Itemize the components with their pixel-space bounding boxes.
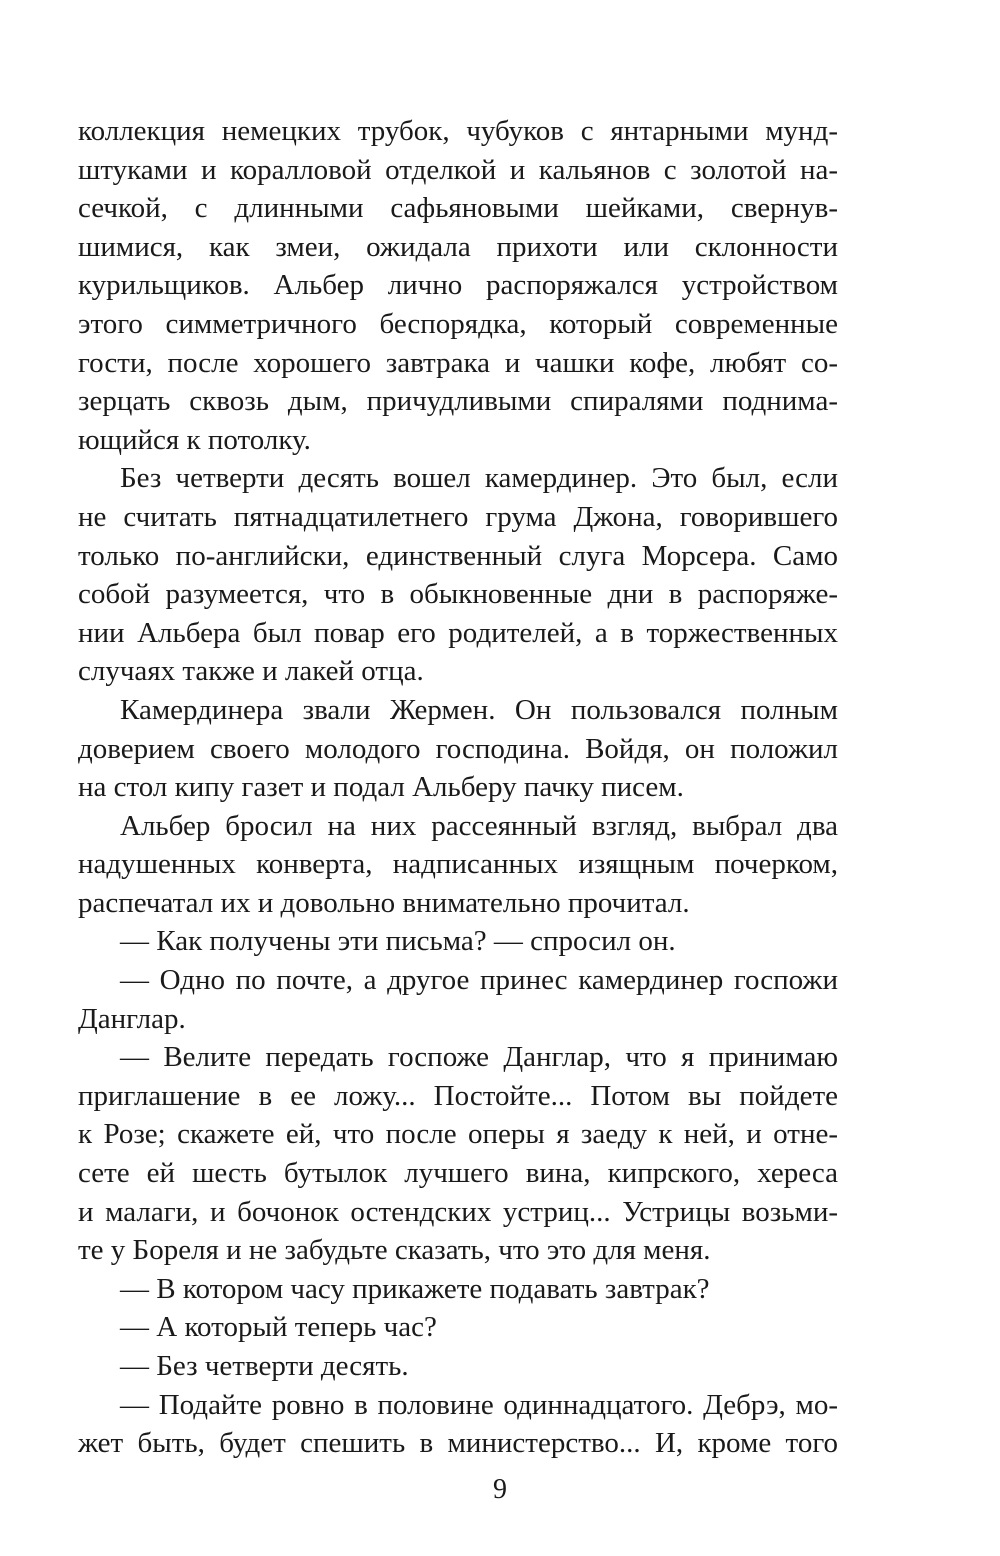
text-line: не считать пятнадцатилетнего грума Джона, говорившего <box>78 500 838 533</box>
text-line: — Одно по почте, а другое принес камердинер госпожи <box>120 964 838 997</box>
text-line: — А который теперь час? <box>120 1311 437 1344</box>
text-line: — Без четверти десять. <box>120 1350 409 1382</box>
text-line: зерцать сквозь дым, причудливыми спиралями поднима- <box>78 385 838 418</box>
text-line: курильщиков. Альбер лично распоряжался устройством <box>78 269 838 302</box>
text-line: случаях также и лакей отца. <box>78 655 424 688</box>
text-line: сете ей шесть бутылок лучшего вина, кипрского, хереса <box>78 1157 838 1190</box>
paragraph <box>78 1347 838 1386</box>
text-line: сечкой, с длинными сафьяновыми шейками, свернув- <box>78 192 838 225</box>
text-line: распечатал их и довольно внимательно прочитал. <box>78 886 690 919</box>
paragraph <box>78 1386 838 1463</box>
paragraph <box>78 807 838 923</box>
text-line: коллекция немецких трубок, чубуков с янтарными мунд- <box>78 115 838 147</box>
text-line: доверием своего молодого господина. Войдя, он положил <box>78 732 838 765</box>
text-line: на стол кипу газет и подал Альберу пачку писем. <box>78 771 684 804</box>
text-line: ющийся к потолку. <box>78 423 311 456</box>
paragraph <box>78 112 838 459</box>
paragraph <box>78 1038 838 1270</box>
paragraph <box>78 1308 838 1347</box>
text-line: — В котором часу прикажете подавать завтрак? <box>120 1272 710 1305</box>
paragraph <box>78 459 838 691</box>
text-line: — Велите передать госпоже Данглар, что я принимаю <box>120 1041 838 1074</box>
text-line: надушенных конверта, надписанных изящным почерком, <box>78 848 838 881</box>
text-line: жет быть, будет спешить в министерство... И, кроме того <box>78 1427 838 1460</box>
text-line: те у Бореля и не забудьте сказать, что это для меня. <box>78 1234 711 1267</box>
text-line: — Как получены эти письма? — спросил он. <box>120 925 676 958</box>
paragraph <box>78 922 838 961</box>
paragraph <box>78 691 838 807</box>
text-line: и малаги, и бочонок остендских устриц... Устрицы возьми- <box>78 1195 838 1228</box>
text-line: к Розе; скажете ей, что после оперы я заеду к ней, и отне- <box>78 1118 838 1151</box>
text-line: этого симметричного беспорядка, который современные <box>78 307 838 340</box>
text-line: собой разумеется, что в обыкновенные дни в распоряже- <box>78 578 838 611</box>
paragraph <box>78 961 838 1038</box>
text-line: Камердинера звали Жермен. Он пользовался полным <box>120 693 838 726</box>
text-line: штуками и коралловой отделкой и кальянов с золотой на- <box>78 153 838 186</box>
text-line: Альбер бросил на них рассеянный взгляд, выбрал два <box>120 809 838 842</box>
text-line: Без четверти десять вошел камердинер. Это был, если <box>120 462 838 495</box>
text-line: нии Альбера был повар его родителей, а в торжественных <box>78 616 838 649</box>
page-number: 9 <box>493 1474 507 1505</box>
text-line: приглашение в ее ложу... Постойте... Потом вы пойдете <box>78 1079 838 1112</box>
text-line: — Подайте ровно в половине одиннадцатого. Дебрэ, мо- <box>120 1388 838 1421</box>
page-body <box>78 112 838 1463</box>
text-line: только по-английски, единственный слуга Морсера. Само <box>78 539 838 572</box>
text-line: гости, после хорошего завтрака и чашки кофе, любят со- <box>78 346 838 379</box>
text-line: Данглар. <box>78 1002 186 1035</box>
text-line: шимися, как змеи, ожидала прихоти или склонности <box>78 230 838 263</box>
paragraph <box>78 1270 838 1309</box>
